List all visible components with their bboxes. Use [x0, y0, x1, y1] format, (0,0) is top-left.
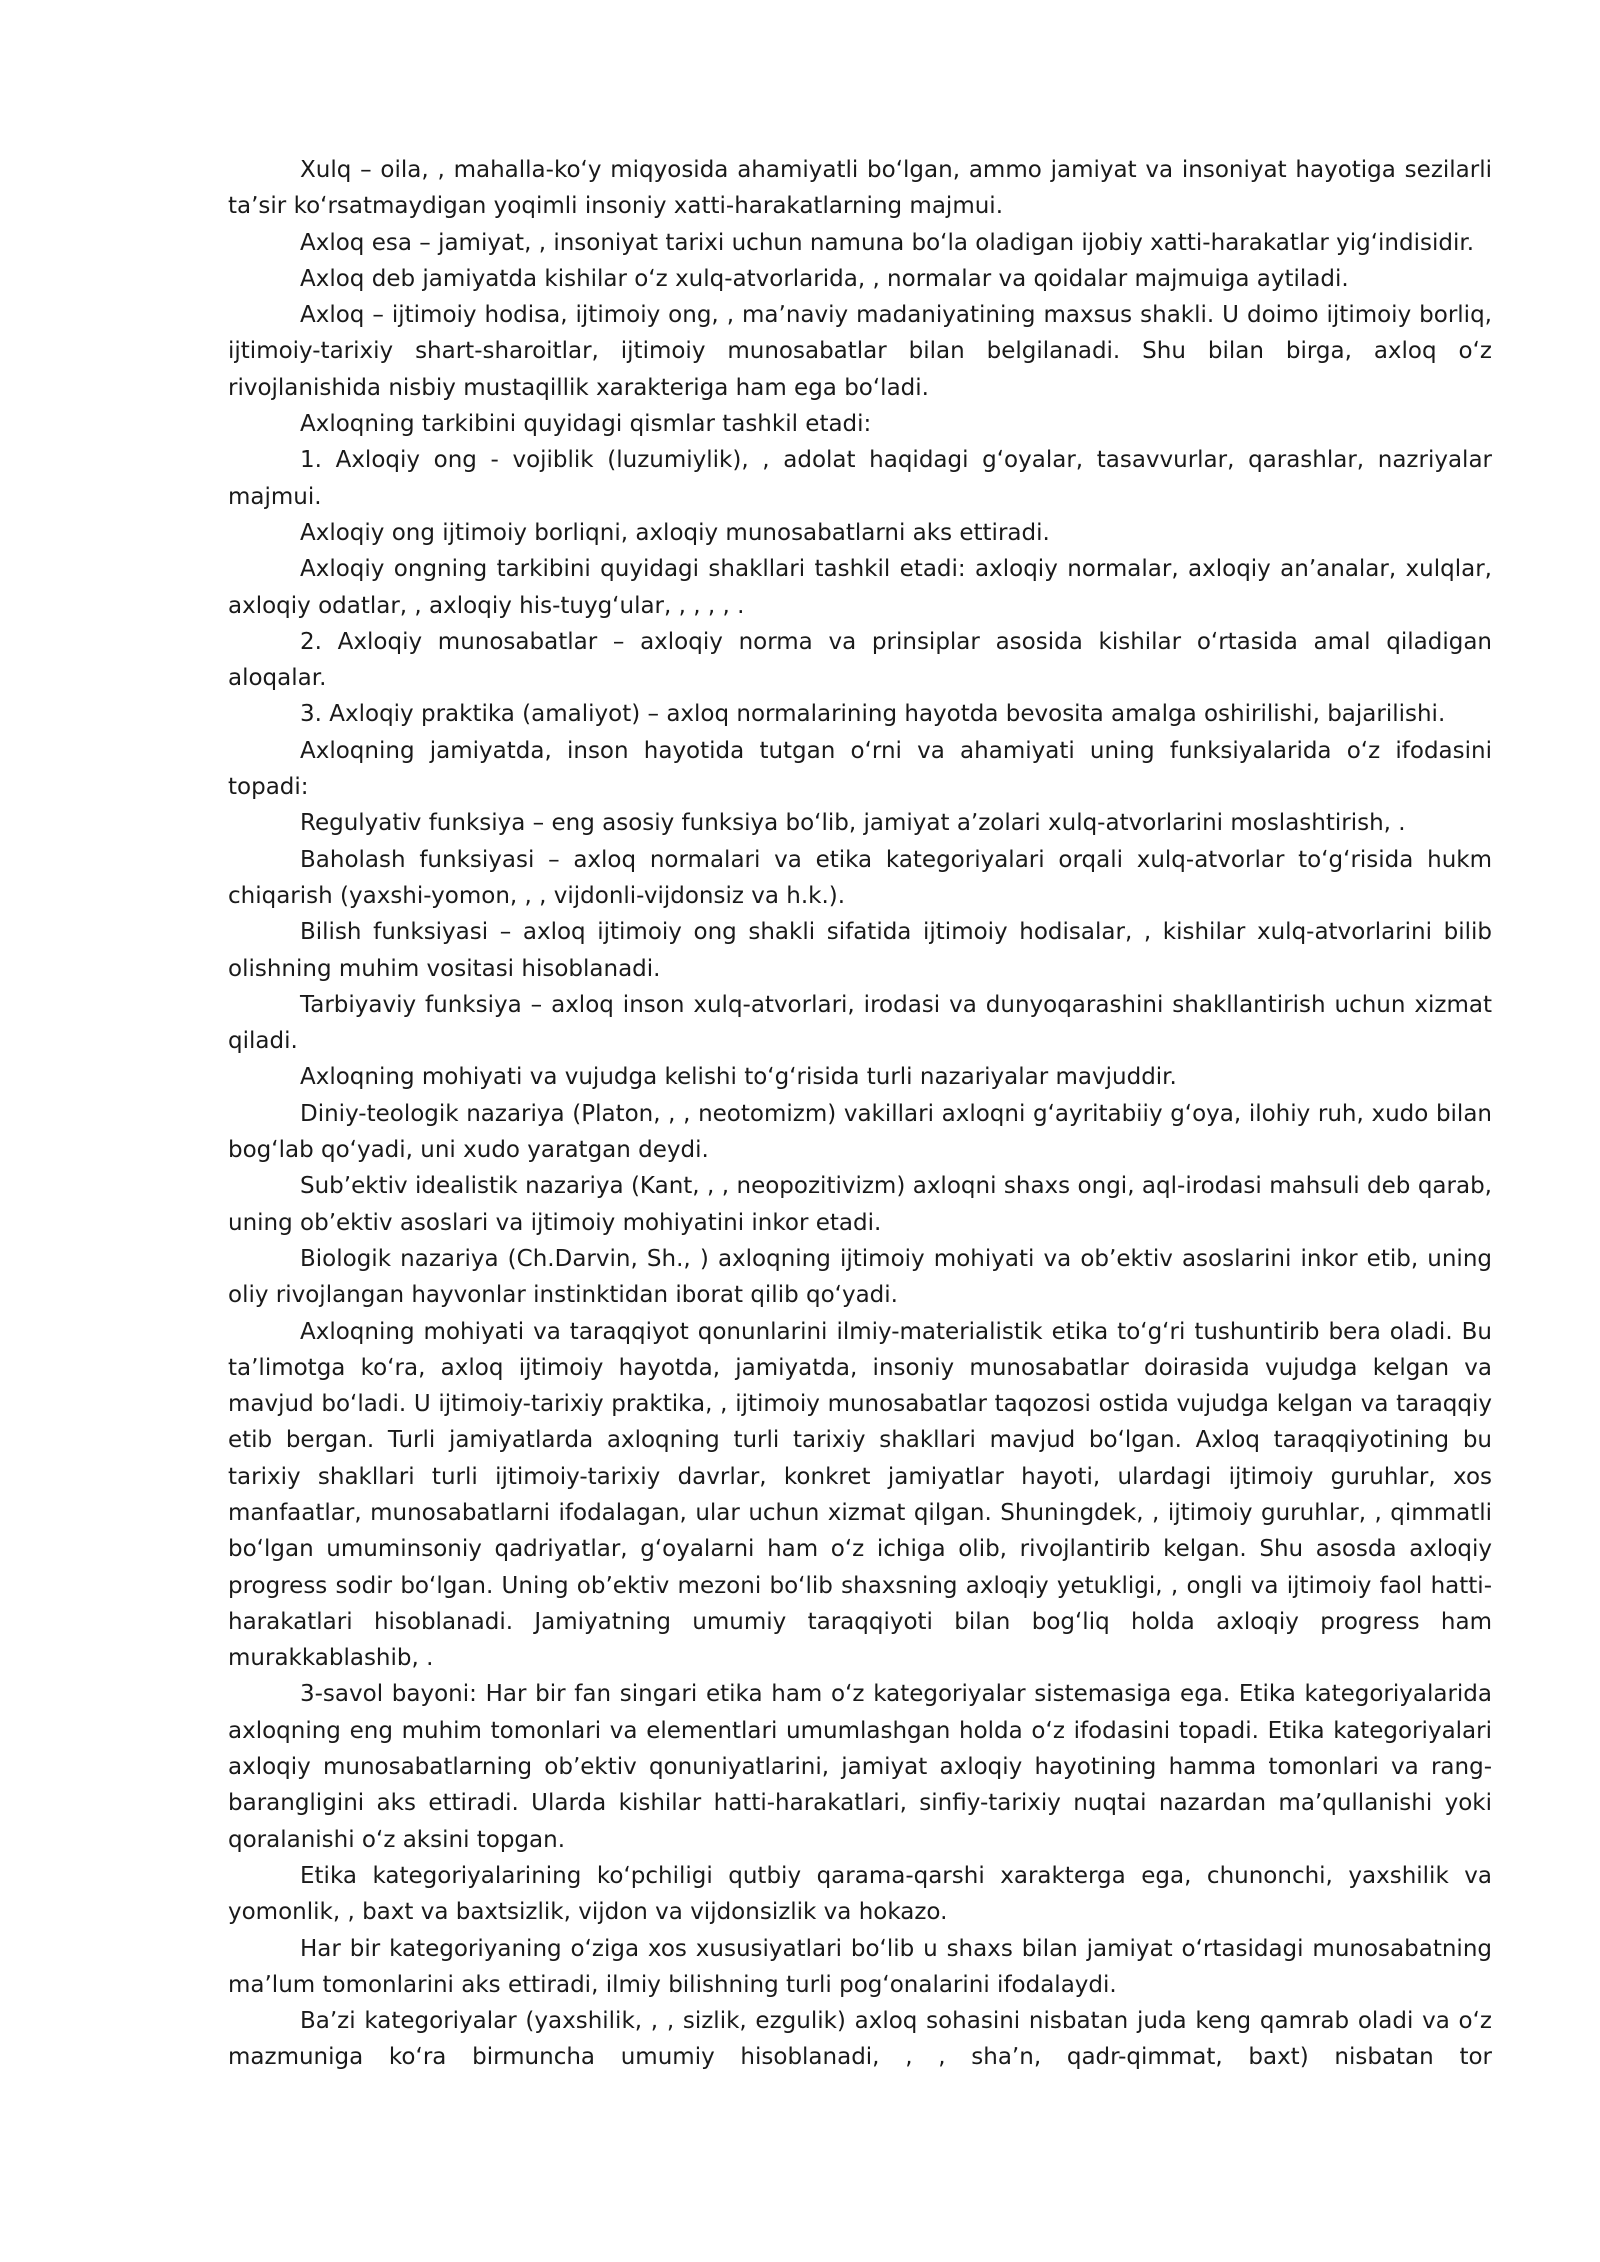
paragraph: Etika kategoriyalarining koʻpchiligi qutbiy qarama-qarshi xarakterga ega, chunonchi, yaxshilik va yomonlik, , baxt va baxtsizlik, vijdon va vijdonsizlik va hokazo.: [228, 1862, 1492, 1926]
paragraph: Axloq – ijtimoiy hodisa, ijtimoiy ong, , maʼnaviy madaniyatining maxsus shakli. U doimo ijtimoiy borliq, ijtimoiy-tarixiy shart-sharoitlar, ijtimoiy munosabatlar bilan belgilanadi. Shu bilan birga, axloq oʻz rivojlanishida nisbiy mustaqillik xarakteriga ham ega boʻladi.: [228, 302, 1492, 401]
paragraph: Regulyativ funksiya – eng asosiy funksiya boʻlib, jamiyat aʼzolari xulq-atvorlarini moslashtirish, .: [300, 810, 1406, 837]
paragraph: Axloq esa – jamiyat, , insoniyat tarixi uchun namuna boʻla oladigan ijobiy xatti-harakatlar yigʻindisidir.: [300, 229, 1474, 256]
paragraph: Axloqning mohiyati va taraqqiyot qonunlarini ilmiy-materialistik etika toʻgʻri tushuntirib bera oladi. Bu taʼlimotga koʻra, axloq ijtimoiy hayotda, jamiyatda, insoniy munosabatlar doirasida vujudga kelgan va mavjud boʻladi. U ijtimoiy-tarixiy praktika, , ijtimoiy munosabatlar taqozosi ostida vujudga kelgan va taraqqiy etib bergan. Turli jamiyatlarda axloqning turli tarixiy shakllari mavjud boʻlgan. Axloq taraqqiyotining bu tarixiy shakllari turli ijtimoiy-tarixiy davrlar, konkret jamiyatlar hayoti, ulardagi ijtimoiy guruhlar, xos manfaatlar, munosabatlarni ifodalagan, ular uchun xizmat qilgan. Shuningdek, , ijtimoiy guruhlar, , qimmatli boʻlgan umuminsoniy qadriyatlar, gʻoyalarni ham oʻz ichiga olib, rivojlantirib kelgan. Shu asosda axloqiy progress sodir boʻlgan. Uning obʼektiv mezoni boʻlib shaxsning axloqiy yetukligi, , ongli va ijtimoiy faol hatti-harakatlari hisoblanadi. Jamiyatning umumiy taraqqiyoti bilan bogʻliq holda axloqiy progress ham murakkablashib, .: [228, 1318, 1492, 1672]
paragraph: Xulq – oila, , mahalla-koʻy miqyosida ahamiyatli boʻlgan, ammo jamiyat va insoniyat hayotiga sezilarli taʼsir koʻrsatmaydigan yoqimli insoniy xatti-harakatlarning majmui.: [228, 157, 1492, 220]
document-page: [228, 152, 1492, 2076]
paragraph: Har bir kategoriyaning oʻziga xos xususiyatlari boʻlib u shaxs bilan jamiyat oʻrtasidagi munosabatning maʼlum tomonlarini aks ettiradi, ilmiy bilishning turli pogʻonalarini ifodalaydi.: [228, 1935, 1492, 1998]
paragraph: Biologik nazariya (Ch.Darvin, Sh., ) axloqning ijtimoiy mohiyati va obʼektiv asoslarini inkor etib, uning oliy rivojlangan hayvonlar instinktidan iborat qilib qoʻyadi.: [228, 1245, 1492, 1309]
paragraph: 1. Axloqiy ong - vojiblik (luzumiylik), , adolat haqidagi gʻoyalar, tasavvurlar, qarashlar, nazriyalar majmui.: [228, 447, 1492, 510]
paragraph: Axloqning jamiyatda, inson hayotida tutgan oʻrni va ahamiyati uning funksiyalarida oʻz ifodasini topadi:: [228, 737, 1492, 801]
paragraph: Axloqiy ongning tarkibini quyidagi shakllari tashkil etadi: axloqiy normalar, axloqiy anʼanalar, xulqlar, axloqiy odatlar, , axloqiy his-tuygʻular, , , , , .: [228, 556, 1492, 619]
paragraph: Baholash funksiyasi – axloq normalari va etika kategoriyalari orqali xulq-atvorlar toʻgʻrisida hukm chiqarish (yaxshi-yomon, , , vijdonli-vijdonsiz va h.k.).: [228, 846, 1492, 909]
paragraph: Diniy-teologik nazariya (Platon, , , neotomizm) vakillari axloqni gʻayritabiiy gʻoya, ilohiy ruh, xudo bilan bogʻlab qoʻyadi, uni xudo yaratgan deydi.: [228, 1100, 1492, 1164]
paragraph: 2. Axloqiy munosabatlar – axloqiy norma va prinsiplar asosida kishilar oʻrtasida amal qiladigan aloqalar.: [228, 628, 1492, 692]
paragraph: 3. Axloqiy praktika (amaliyot) – axloq normalarining hayotda bevosita amalga oshirilishi, bajarilishi.: [300, 701, 1446, 728]
paragraph: Subʼektiv idealistik nazariya (Kant, , , neopozitivizm) axloqni shaxs ongi, aql-irodasi mahsuli deb qarab, uning obʼektiv asoslari va ijtimoiy mohiyatini inkor etadi.: [228, 1173, 1492, 1236]
paragraph: Axloq deb jamiyatda kishilar oʻz xulq-atvorlarida, , normalar va qoidalar majmuiga aytiladi.: [300, 265, 1349, 292]
paragraph: Axloqning tarkibini quyidagi qismlar tashkil etadi:: [300, 411, 872, 438]
paragraph: 3-savol bayoni: Har bir fan singari etika ham oʻz kategoriyalar sistemasiga ega. Etika kategoriyalarida axloqning eng muhim tomonlari va elementlari umumlashgan holda oʻz ifodasini topadi. Etika kategoriyalari axloqiy munosabatlarning obʼektiv qonuniyatlarini, jamiyat axloqiy hayotining hamma tomonlari va rang-barangligini aks ettiradi. Ularda kishilar hatti-harakatlari, sinfiy-tarixiy nuqtai nazardan maʼqullanishi yoki qoralanishi oʻz aksini topgan.: [228, 1681, 1492, 1853]
paragraph: Baʼzi kategoriyalar (yaxshilik, , , sizlik, ezgulik) axloq sohasini nisbatan juda keng qamrab oladi va oʻz mazmuniga koʻra birmuncha umumiy hisoblanadi, , , shaʼn, qadr-qimmat, baxt) nisbatan tor: [228, 2008, 1492, 2071]
paragraph: Axloqiy ong ijtimoiy borliqni, axloqiy munosabatlarni aks ettiradi.: [300, 519, 1050, 546]
paragraph: Axloqning mohiyati va vujudga kelishi toʻgʻrisida turli nazariyalar mavjuddir.: [300, 1064, 1177, 1091]
paragraph: Bilish funksiyasi – axloq ijtimoiy ong shakli sifatida ijtimoiy hodisalar, , kishilar xulq-atvorlarini bilib olishning muhim vositasi hisoblanadi.: [228, 919, 1492, 982]
paragraph: Tarbiyaviy funksiya – axloq inson xulq-atvorlari, irodasi va dunyoqarashini shakllantirish uchun xizmat qiladi.: [228, 991, 1492, 1055]
